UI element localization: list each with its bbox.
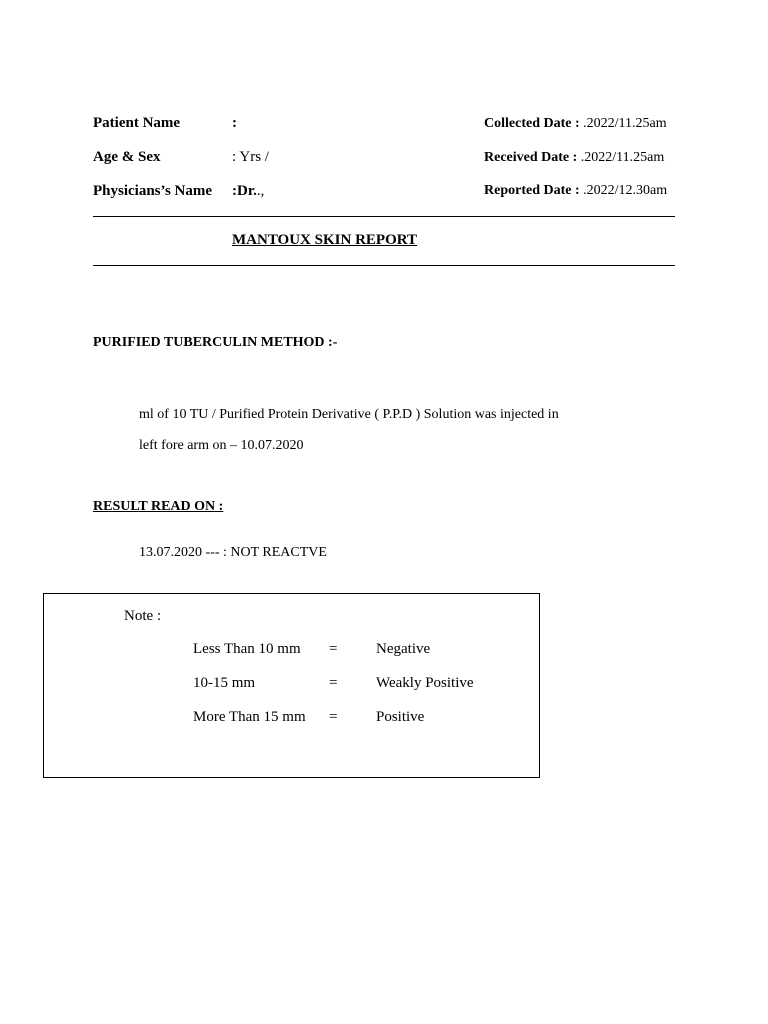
- received-date-value: .2022/11.25am: [577, 150, 665, 165]
- report-title: MANTOUX SKIN REPORT: [232, 232, 418, 248]
- physician-label: Physicians’s Name: [93, 183, 213, 199]
- result-heading: RESULT READ ON :: [93, 499, 224, 514]
- note-row-2-interpretation: Weakly Positive: [376, 675, 474, 691]
- patient-name-colon: :: [232, 115, 237, 131]
- collected-date-value: .2022/11.25am: [579, 116, 667, 131]
- physician-value: [232, 183, 264, 200]
- note-row-3-range: More Than 15 mm: [193, 709, 306, 725]
- reported-date-value: .2022/12.30am: [579, 183, 668, 198]
- physician-prefix: :Dr.: [232, 183, 257, 199]
- patient-name-label: Patient Name: [93, 115, 181, 131]
- reported-date-label: Reported Date :: [484, 183, 580, 198]
- note-row-1-interpretation: Negative: [376, 641, 431, 657]
- note-row-2-eq: =: [329, 675, 338, 691]
- header-divider-bottom: [93, 265, 675, 266]
- collected-date: [484, 116, 667, 132]
- method-line-1: ml of 10 TU / Purified Protein Derivative ( P.P.D ) Solution was injected in: [139, 407, 559, 422]
- received-date: [484, 150, 664, 166]
- result-value: 13.07.2020 --- : NOT REACTVE: [139, 545, 327, 560]
- physician-suffix: .,: [256, 183, 265, 199]
- age-sex-label: Age & Sex: [93, 149, 161, 165]
- collected-date-label: Collected Date :: [484, 116, 580, 131]
- note-row-2-range: 10-15 mm: [193, 675, 256, 691]
- received-date-label: Received Date :: [484, 150, 578, 165]
- note-row-1-range: Less Than 10 mm: [193, 641, 301, 657]
- note-row-3-eq: =: [329, 709, 338, 725]
- note-row-3-interpretation: Positive: [376, 709, 425, 725]
- header-divider-top: [93, 216, 675, 217]
- method-heading: PURIFIED TUBERCULIN METHOD :-: [93, 335, 338, 350]
- method-line-2: left fore arm on – 10.07.2020: [139, 438, 304, 453]
- note-title: Note :: [124, 608, 162, 624]
- note-row-1-eq: =: [329, 641, 338, 657]
- reported-date: [484, 183, 667, 199]
- age-sex-value: : Yrs /: [232, 149, 269, 165]
